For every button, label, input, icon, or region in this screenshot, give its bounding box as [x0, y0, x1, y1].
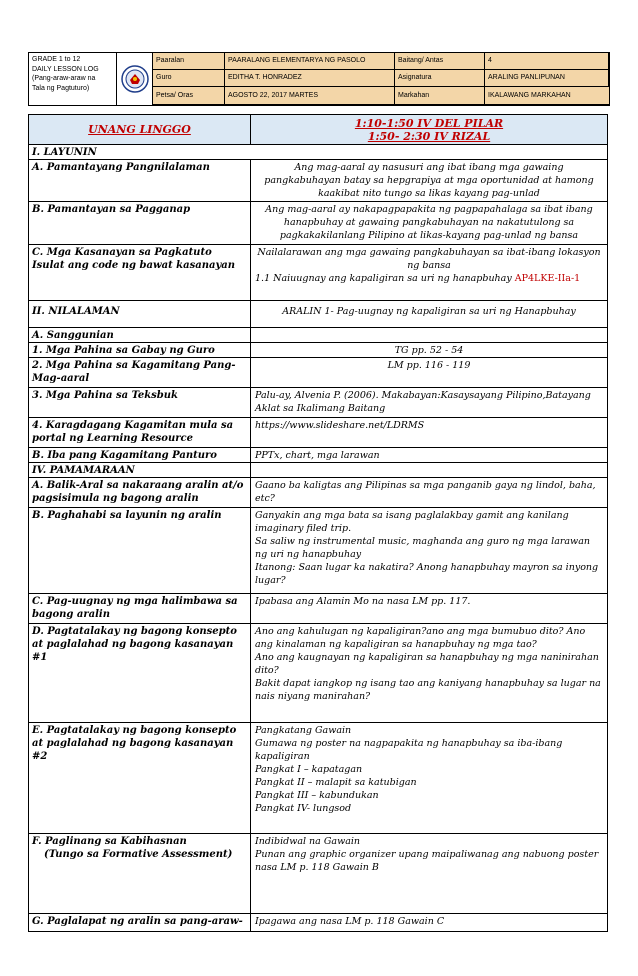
table-row — [29, 624, 607, 723]
content-text: 1.1 Naiuugnay ang kapaligiran sa uri ng hanapbuhay — [255, 273, 512, 284]
content-line: Sa saliw ng instrumental music, maghanda ang guro ng mga larawan ng uri ng hanapbuhay — [255, 536, 590, 560]
table-row — [29, 418, 607, 448]
row-label: B. Pamantayan sa Pagganap — [29, 202, 251, 244]
table-row — [29, 328, 607, 343]
row-content: https://www.slideshare.net/LDRMS — [255, 420, 425, 431]
row-content — [251, 723, 607, 833]
label-markahan: Markahan — [395, 87, 485, 105]
content-line: Gumawa ng poster na nagpapakita ng hanapbuhay sa iba-ibang kapaligiran — [255, 738, 563, 762]
table-row — [29, 723, 607, 834]
row-content: TG pp. 52 - 54 — [394, 345, 464, 356]
content-line: Pangkat IV- lungsod — [255, 803, 352, 814]
row-content: Ang mag-aaral ay nasusuri ang ibat ibang mga gawaing pangkabuhayan batay sa hepgrapiya at mga oportunidad at hamong kaakibat nito tungo sa likas kayang pag-unlad — [264, 162, 594, 199]
header-block — [28, 52, 610, 106]
header-line: (Pang-araw-araw na — [32, 75, 96, 82]
value-paaralan: PAARALANG ELEMENTARYA NG PASOLO — [225, 53, 395, 70]
section-row — [29, 463, 607, 478]
row-label: 1. Mga Pahina sa Gabay ng Guro — [29, 343, 251, 357]
row-content: PPTx, chart, mga larawan — [255, 450, 380, 461]
table-row — [29, 160, 607, 202]
section-row — [29, 145, 607, 160]
label-paaralan: Paaralan — [153, 53, 225, 70]
row-label: B. Iba pang Kagamitang Panturo — [29, 448, 251, 462]
table-row — [29, 508, 607, 594]
content-line: Pangkatang Gawain — [255, 725, 352, 736]
content-line: Itanong: Saan lugar ka nakatira? Anong hanapbuhay mayron sa inyong lugar? — [255, 562, 599, 586]
content-line: Nailalarawan ang mga gawaing pangkabuhayan sa ibat-ibang lokasyon ng bansa — [257, 247, 601, 271]
value-asignatura: ARALING PANLIPUNAN — [485, 70, 609, 87]
row-label: 2. Mga Pahina sa Kagamitang Pang-Mag-aaral — [29, 358, 251, 387]
row-content: Ipagawa ang nasa LM p. 118 Gawain C — [255, 916, 445, 927]
table-row — [29, 358, 607, 388]
schedule-line: 1:50- 2:30 IV RIZAL — [367, 130, 491, 143]
value-petsa: AGOSTO 22, 2017 MARTES — [225, 87, 395, 105]
row-content: Gaano ba kaligtas ang Pilipinas sa mga panganib gaya ng lindol, baha, etc? — [255, 480, 596, 504]
table-row — [29, 594, 607, 624]
content-line: Punan ang graphic organizer upang maipaliwanag ang nabuong poster nasa LM p. 118 Gawain B — [255, 849, 599, 873]
row-content: Ipabasa ang Alamin Mo na nasa LM pp. 117. — [255, 596, 471, 607]
row-label — [29, 834, 251, 913]
row-label: A. Pamantayang Pangnilalaman — [29, 160, 251, 201]
table-row — [29, 245, 607, 301]
row-label: D. Pagtatalakay ng bagong konsepto at paglalahad ng bagong kasanayan #1 — [29, 624, 251, 722]
value-baitang: 4 — [485, 53, 609, 70]
row-label: II. NILALAMAN — [29, 301, 251, 327]
row-label: E. Pagtatalakay ng bagong konsepto at paglalahad ng bagong kasanayan #2 — [29, 723, 251, 833]
table-row — [29, 834, 607, 914]
row-label: 3. Mga Pahina sa Teksbuk — [29, 388, 251, 417]
row-content — [251, 463, 607, 477]
row-content — [251, 328, 607, 342]
row-content: Ang mag-aaral ay nakapagpapakita ng pagpapahalaga sa ibat ibang hanapbuhay at gawaing pangkabuhayan na nakatutulong sa pagkakakilanlang Pilipino at likas-kayang pag-unlad ng bansa — [265, 204, 593, 241]
row-label: A. Sanggunian — [29, 328, 251, 342]
content-line: Bakit dapat iangkop ng isang tao ang kaniyang hanapbuhay sa lugar na nais niyang manirahan? — [255, 678, 601, 702]
label-guro: Guro — [153, 70, 225, 87]
content-line: Indibidwal na Gawain — [255, 836, 361, 847]
value-markahan: IKALAWANG MARKAHAN — [485, 87, 609, 105]
content-line: Ano ang kahulugan ng kapaligiran?ano ang mga bumubuo dito? Ano ang kinalaman ng kapaligiran sa hanapbuhay ng mga tao? — [255, 626, 586, 650]
deped-seal-icon — [118, 53, 153, 105]
competency-code: AP4LKE-IIa-1 — [514, 273, 581, 284]
section-pamamaraan: IV. PAMAMARAAN — [29, 463, 251, 477]
header-info-grid — [153, 53, 609, 105]
header-line: Tala ng Pagtuturo) — [32, 84, 90, 92]
table-row — [29, 343, 607, 358]
table-row — [29, 448, 607, 463]
schedule-line: 1:10-1:50 IV DEL PILAR — [354, 117, 504, 130]
table-row — [29, 301, 607, 328]
label-baitang: Baitang/ Antas — [395, 53, 485, 70]
table-row — [29, 914, 607, 931]
row-label: A. Balik-Aral sa nakaraang aralin at/o pagsisimula ng bagong aralin — [29, 478, 251, 507]
row-content: Palu-ay, Alvenia P. (2006). Makabayan:Kasaysayang Pilipino,Batayang Aklat sa Ikalimang Baitang — [255, 390, 591, 414]
table-row — [29, 478, 607, 508]
label-line: F. Paglinang sa Kabihasnan — [32, 836, 187, 847]
lesson-table — [28, 114, 608, 932]
label-petsa: Petsa/ Oras — [153, 87, 225, 105]
row-content — [251, 834, 607, 913]
row-label: B. Paghahabi sa layunin ng aralin — [29, 508, 251, 593]
table-row — [29, 388, 607, 418]
row-content — [251, 508, 607, 593]
table-row — [29, 202, 607, 245]
content-line — [255, 272, 603, 285]
value-guro: EDITHA T. HONRADEZ — [225, 70, 395, 87]
content-line: Pangkat II – malapit sa katubigan — [255, 777, 417, 788]
schedule-cell — [251, 115, 607, 144]
row-label: G. Paglalapat ng aralin sa pang-araw- — [29, 914, 251, 931]
row-content: ARALIN 1- Pag-uugnay ng kapaligiran sa uri ng Hanapbuhay — [282, 306, 576, 317]
row-label: C. Pag-uugnay ng mga halimbawa sa bagong aralin — [29, 594, 251, 623]
row-label: C. Mga Kasanayan sa Pagkatuto Isulat ang code ng bawat kasanayan — [29, 245, 251, 300]
row-content: LM pp. 116 - 119 — [387, 360, 471, 371]
week-row — [29, 115, 607, 145]
content-line: Ano ang kaugnayan ng kapaligiran sa hanapbuhay ng mga naninirahan dito? — [255, 652, 599, 676]
content-line: Ganyakin ang mga bata sa isang paglalakbay gamit ang kanilang imaginary filed trip. — [255, 510, 569, 534]
content-line: Pangkat III – kabundukan — [255, 790, 379, 801]
label-line: (Tungo sa Formative Assessment) — [44, 849, 233, 860]
row-content — [251, 245, 607, 300]
week-label: UNANG LINGGO — [29, 115, 251, 144]
row-content — [251, 624, 607, 722]
row-label: 4. Karagdagang Kagamitan mula sa portal ng Learning Resource — [29, 418, 251, 447]
content-line: Pangkat I – kapatagan — [255, 764, 363, 775]
header-line: GRADE 1 to 12 — [32, 56, 81, 63]
header-title — [29, 53, 117, 105]
label-asignatura: Asignatura — [395, 70, 485, 87]
section-layunin: I. LAYUNIN — [32, 147, 97, 158]
header-line: DAILY LESSON LOG — [32, 65, 99, 73]
